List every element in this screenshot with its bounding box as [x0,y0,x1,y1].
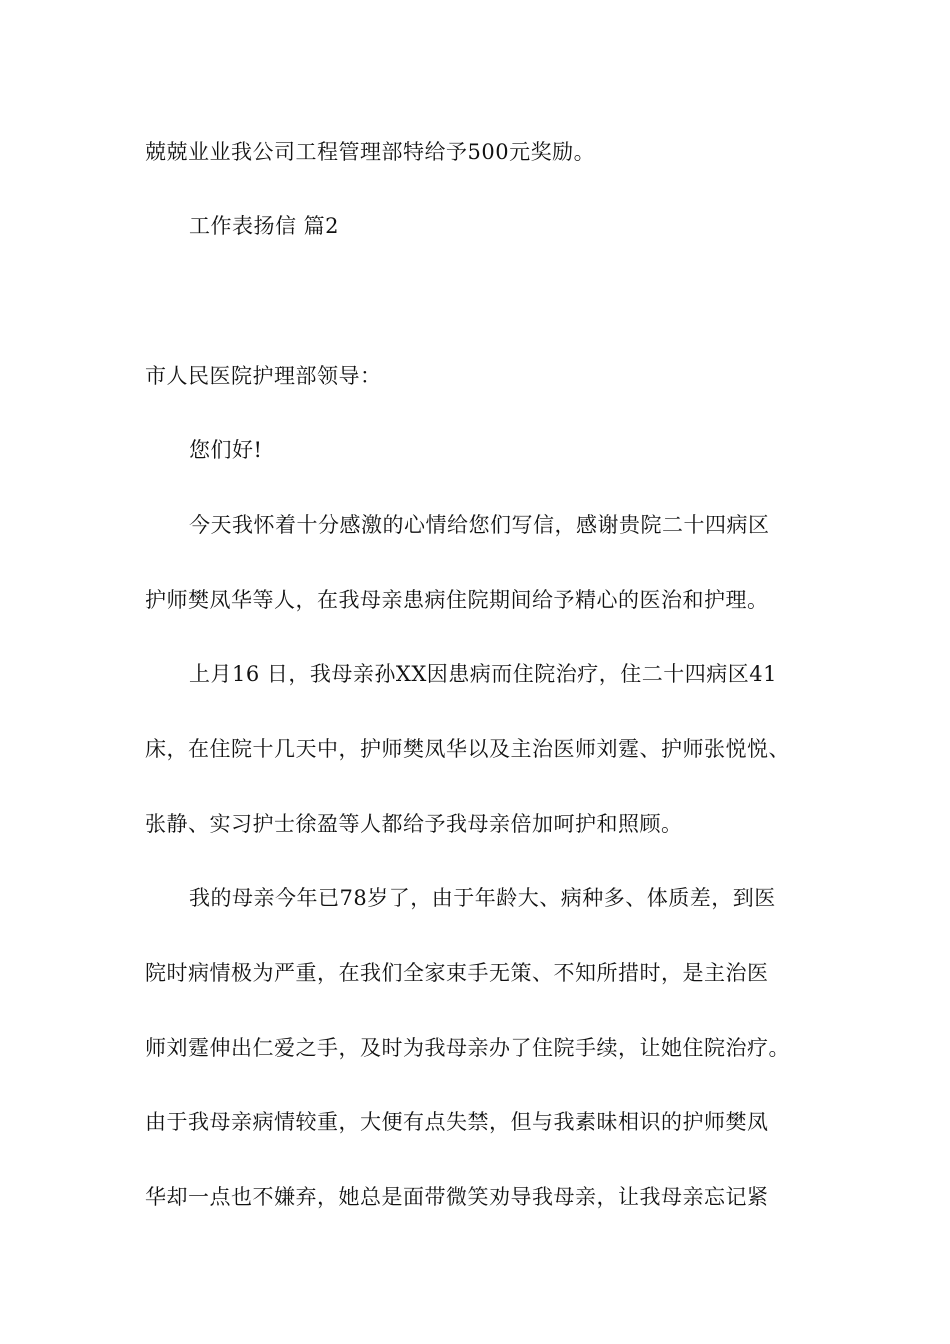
body-text-line: 院时病情极为严重，在我们全家束手无策、不知所措时，是主治医 [145,961,769,985]
body-text-line: 师刘霆伸出仁爱之手，及时为我母亲办了住院手续，让她住院治疗。 [145,1036,790,1060]
body-text-line: 兢兢业业我公司工程管理部特给予500元奖励。 [145,140,596,164]
body-text-line: 由于我母亲病情较重，大便有点失禁，但与我素昧相识的护师樊凤 [145,1110,769,1134]
body-text-line: 华却一点也不嫌弃，她总是面带微笑劝导我母亲，让我母亲忘记紧 [145,1185,769,1209]
body-text-line: 上月16 日，我母亲孙XX因患病而住院治疗，住二十四病区41 [189,662,778,686]
greeting: 您们好! [189,438,263,462]
body-text-line: 张静、实习护士徐盈等人都给予我母亲倍加呵护和照顾。 [145,812,683,836]
body-text-line: 护师樊凤华等人，在我母亲患病住院期间给予精心的医治和护理。 [145,588,769,612]
salutation: 市人民医院护理部领导： [145,364,382,388]
body-text-line: 床，在住院十几天中，护师樊凤华以及主治医师刘霆、护师张悦悦、 [145,737,790,761]
body-text-line: 我的母亲今年已78岁了，由于年龄大、病种多、体质差，到医 [189,886,776,910]
body-text-line: 今天我怀着十分感激的心情给您们写信，感谢贵院二十四病区 [189,513,770,537]
section-heading: 工作表扬信 篇2 [189,214,340,238]
